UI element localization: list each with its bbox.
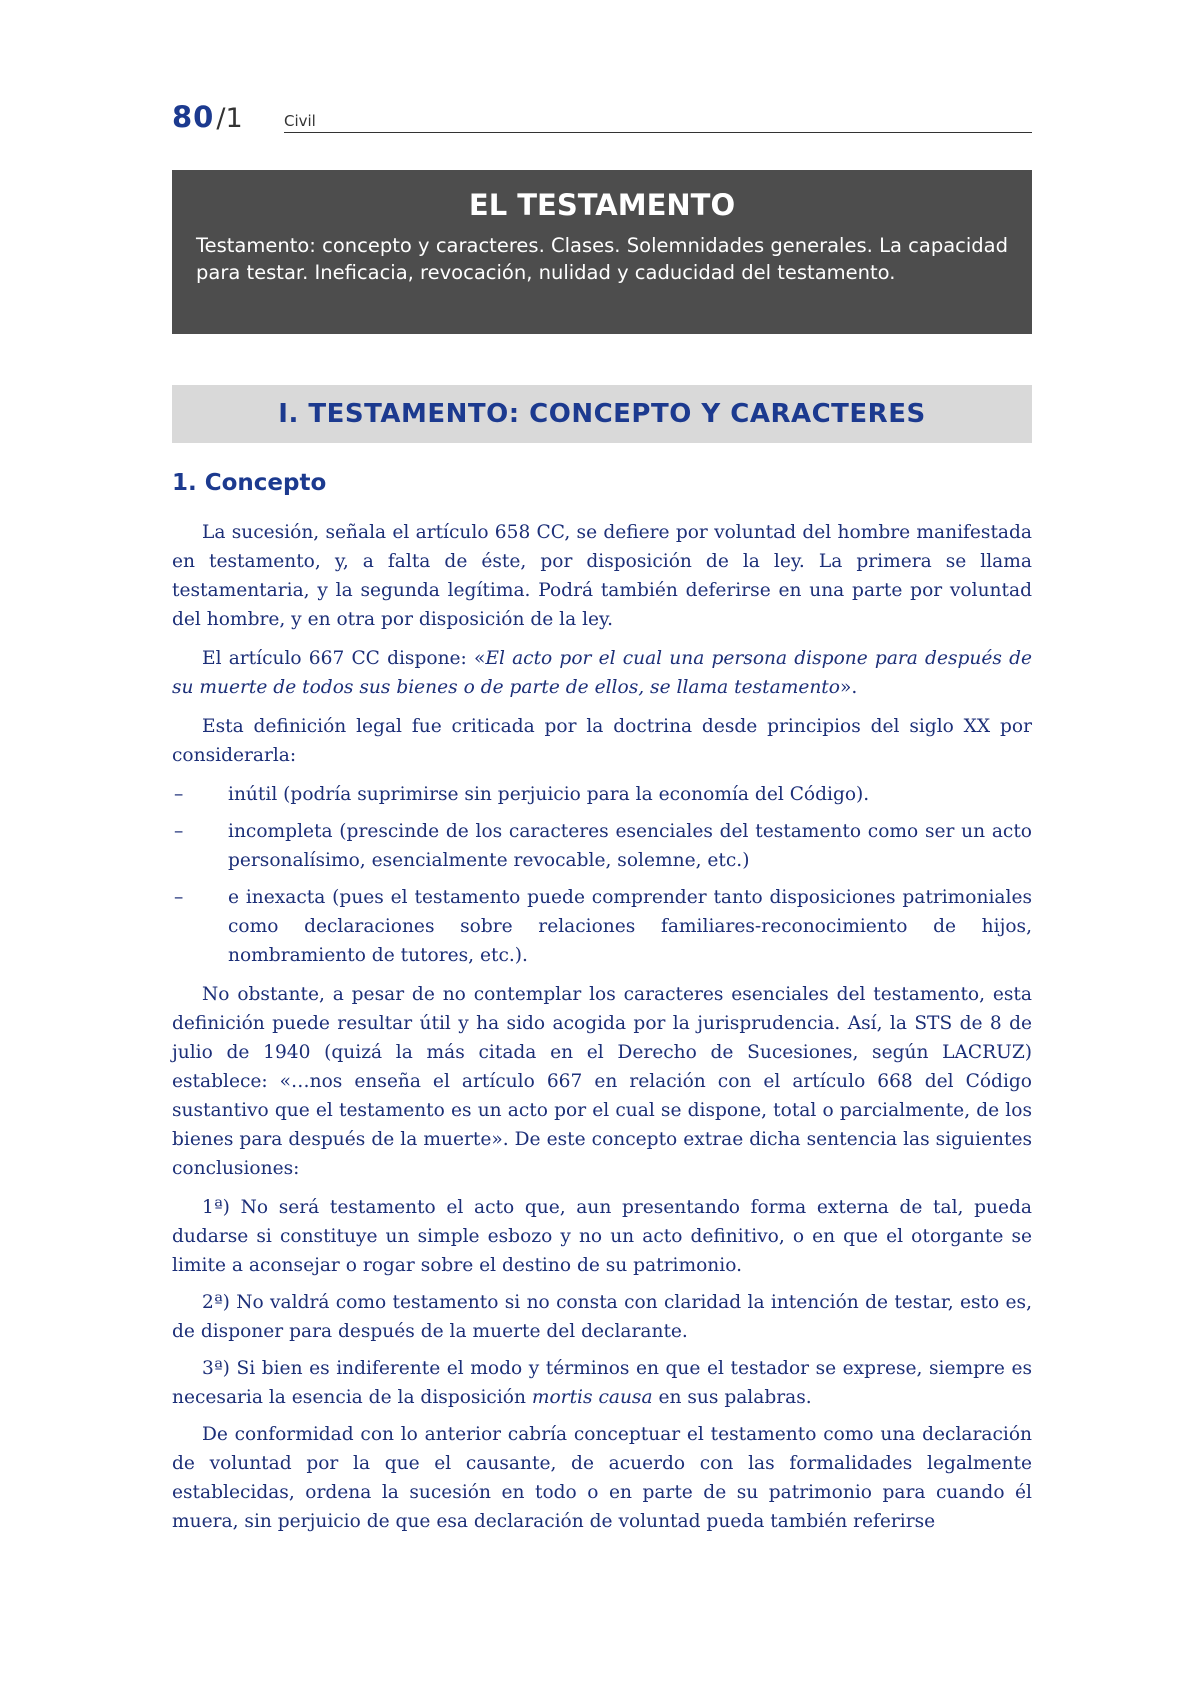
list-item-text: incompleta (prescinde de los caracteres esenciales del testamento como ser un acto personalísimo, esencialmente revocable, solemne, etc.)	[228, 821, 1032, 871]
dash-bullet: –	[174, 887, 184, 908]
topic-description: Testamento: concepto y caracteres. Clases. Solemnidades generales. La capacidad para testar. Ineficacia, revocación, nulidad y caducidad del testamento.	[196, 234, 1008, 284]
list-item-text: inútil (podría suprimirse sin perjuicio para la economía del Código).	[228, 784, 870, 805]
paragraph-text: ».	[839, 677, 858, 698]
topic-title: EL TESTAMENTO	[468, 188, 736, 222]
page-number-sub: /1	[216, 103, 243, 134]
conclusion-3	[172, 1354, 1032, 1412]
subsection-title: 1. Concepto	[172, 470, 327, 496]
header-divider	[284, 132, 1032, 133]
paragraph: La sucesión, señala el artículo 658 CC, se defiere por voluntad del hombre manifestada en testamento, y, a falta de éste, por disposición de la ley. La primera se llama testamentaria, y la segunda legítima. Podrá también deferirse en una parte por voluntad del hombre, y en otra por disposición de la ley.	[172, 522, 1032, 630]
list-item	[172, 780, 1032, 809]
paragraph: De conformidad con lo anterior cabría conceptuar el testamento como una declaración de voluntad por la que el causante, de acuerdo con las formalidades legalmente establecidas, ordena la sucesión en todo o en parte de su patrimonio para cuando él muera, sin perjuicio de que esa declaración de voluntad pueda también referirse	[172, 1424, 1032, 1532]
chapter-title: I. TESTAMENTO: CONCEPTO Y CARACTERES	[278, 399, 926, 429]
page-number-main: 80	[172, 100, 215, 134]
paragraph-text: 3ª) Si bien es indiferente el modo y términos en que el testador se exprese, siempre es necesaria la esencia de la disposición	[172, 1358, 1032, 1408]
paragraph: Esta definición legal fue criticada por la doctrina desde principios del siglo XX por considerarla:	[172, 716, 1032, 766]
list-item	[172, 817, 1032, 875]
latin-term: mortis causa	[531, 1387, 653, 1408]
conclusion-2: 2ª) No valdrá como testamento si no consta con claridad la intención de testar, esto es, de disponer para después de la muerte del declarante.	[172, 1292, 1032, 1342]
paragraph-text: El artículo 667 CC dispone: «	[202, 648, 486, 669]
page-header	[172, 100, 1032, 134]
list-item	[172, 883, 1032, 970]
conclusion-1: 1ª) No será testamento el acto que, aun presentando forma externa de tal, pueda dudarse si constituye un simple esbozo y no un acto definitivo, o en que el otorgante se limite a aconsejar o rogar sobre el destino de su patrimonio.	[172, 1197, 1032, 1276]
paragraph: No obstante, a pesar de no contemplar los caracteres esenciales del testamento, esta definición puede resultar útil y ha sido acogida por la jurisprudencia. Así, la STS de 8 de julio de 1940 (quizá la más citada en el Derecho de Sucesiones, según LACRUZ) establece: «…nos enseña el artículo 667 en relación con el artículo 668 del Código sustantivo que el testamento es un acto por el cual se dispone, total o parcialmente, de los bienes para después de la muerte». De este concepto extrae dicha sentencia las siguientes conclusiones:	[172, 984, 1032, 1179]
paragraph-text: en sus palabras.	[652, 1387, 812, 1408]
paragraph-article-667	[172, 644, 1032, 702]
criticism-list	[172, 780, 1032, 970]
dash-bullet: –	[174, 821, 184, 842]
dash-bullet: –	[174, 784, 184, 805]
legal-quote: El acto por el cual una persona dispone para después de su muerte de todos sus bienes o de parte de ellos, se llama testamento	[172, 648, 1033, 698]
page-number	[172, 100, 243, 134]
list-item-text: e inexacta (pues el testamento puede comprender tanto disposiciones patrimoniales como declaraciones sobre relaciones familiares-reconocimiento de hijos, nombramiento de tutores, etc.).	[228, 887, 1032, 966]
section-label: Civil	[284, 112, 316, 130]
topic-box	[172, 170, 1032, 334]
body-text	[172, 518, 1032, 1546]
chapter-heading-bar	[172, 385, 1032, 443]
